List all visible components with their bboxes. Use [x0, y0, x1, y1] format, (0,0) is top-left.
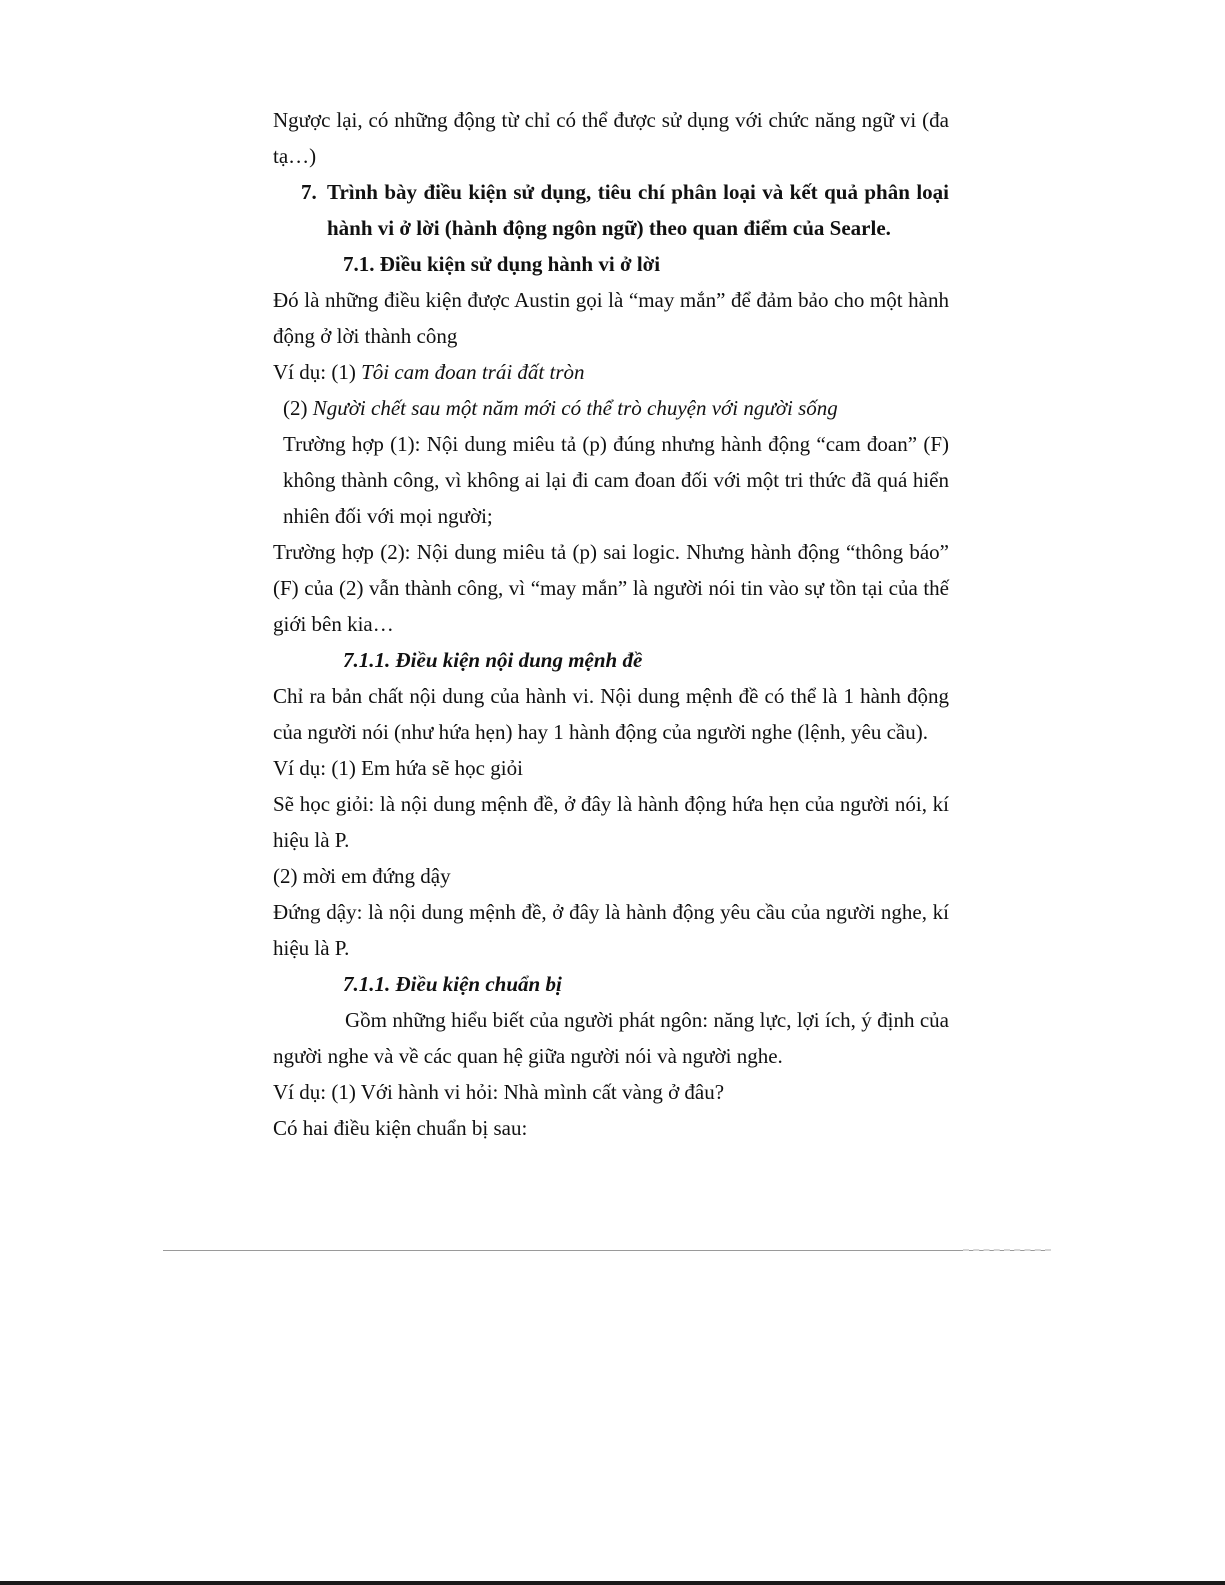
example-1-prefix: Ví dụ: (1): [273, 360, 362, 384]
paragraph-example-standup: (2) mời em đứng dậy: [273, 864, 451, 888]
page-footer-divider: [163, 1250, 1051, 1251]
paragraph-intro: Ngược lại, có những động từ chỉ có thể được sử dụng với chức năng ngữ vi (đa tạ…): [273, 108, 949, 168]
example-2-text: Người chết sau một năm mới có thể trò chuyện với người sống: [312, 396, 838, 420]
paragraph-preparatory: Gồm những hiểu biết của người phát ngôn: năng lực, lợi ích, ý định của người nghe và về các quan hệ giữa người nói và người nghe.: [273, 1008, 949, 1068]
heading-number: 7.: [301, 180, 317, 204]
paragraph-example-question: Ví dụ: (1) Với hành vi hỏi: Nhà mình cất vàng ở đâu?: [273, 1080, 725, 1104]
document-body: [273, 102, 949, 1146]
paragraph-standup-explain: Đứng dậy: là nội dung mệnh đề, ở đây là hành động yêu cầu của người nghe, kí hiệu là P.: [273, 900, 949, 960]
example-1: [273, 354, 949, 390]
section-heading-7: [273, 174, 949, 246]
paragraph-case-1: Trường hợp (1): Nội dung miêu tả (p) đúng nhưng hành động “cam đoan” (F) không thành công, vì không ai lại đi cam đoan đối với một tri thức đã quá hiển nhiên đối với mọi người;: [283, 432, 949, 528]
paragraph-promise-explain: Sẽ học giỏi: là nội dung mệnh đề, ở đây là hành động hứa hẹn của người nói, kí hiệu là P.: [273, 792, 949, 852]
heading-text: Trình bày điều kiện sử dụng, tiêu chí phân loại và kết quả phân loại hành vi ở lời (hành động ngôn ngữ) theo quan điểm của Searle.: [327, 180, 949, 240]
subheading-7-1-1-content: 7.1.1. Điều kiện nội dung mệnh đề: [343, 648, 643, 672]
subheading-7-1-1-preparatory: 7.1.1. Điều kiện chuẩn bị: [343, 972, 562, 996]
example-1-text: Tôi cam đoan trái đất tròn: [361, 360, 585, 384]
paragraph-case-2: Trường hợp (2): Nội dung miêu tả (p) sai logic. Nhưng hành động “thông báo” (F) của (2) vẫn thành công, vì “may mắn” là người nói tin vào sự tồn tại của thế giới bên kia…: [273, 540, 949, 636]
subheading-7-1: 7.1. Điều kiện sử dụng hành vi ở lời: [343, 252, 661, 276]
paragraph-austin: Đó là những điều kiện được Austin gọi là “may mắn” để đảm bảo cho một hành động ở lời thành công: [273, 288, 949, 348]
paragraph-two-conditions: Có hai điều kiện chuẩn bị sau:: [273, 1116, 528, 1140]
page-bottom-edge: [0, 1581, 1225, 1585]
example-2: [273, 390, 949, 426]
paragraph-content-nature: Chỉ ra bản chất nội dung của hành vi. Nội dung mệnh đề có thể là 1 hành động của người nói (như hứa hẹn) hay 1 hành động của người nghe (lệnh, yêu cầu).: [273, 684, 949, 744]
paragraph-example-promise: Ví dụ: (1) Em hứa sẽ học giỏi: [273, 756, 523, 780]
page-footer-dashed-mark: [963, 1249, 1051, 1251]
example-2-prefix: (2): [283, 396, 313, 420]
